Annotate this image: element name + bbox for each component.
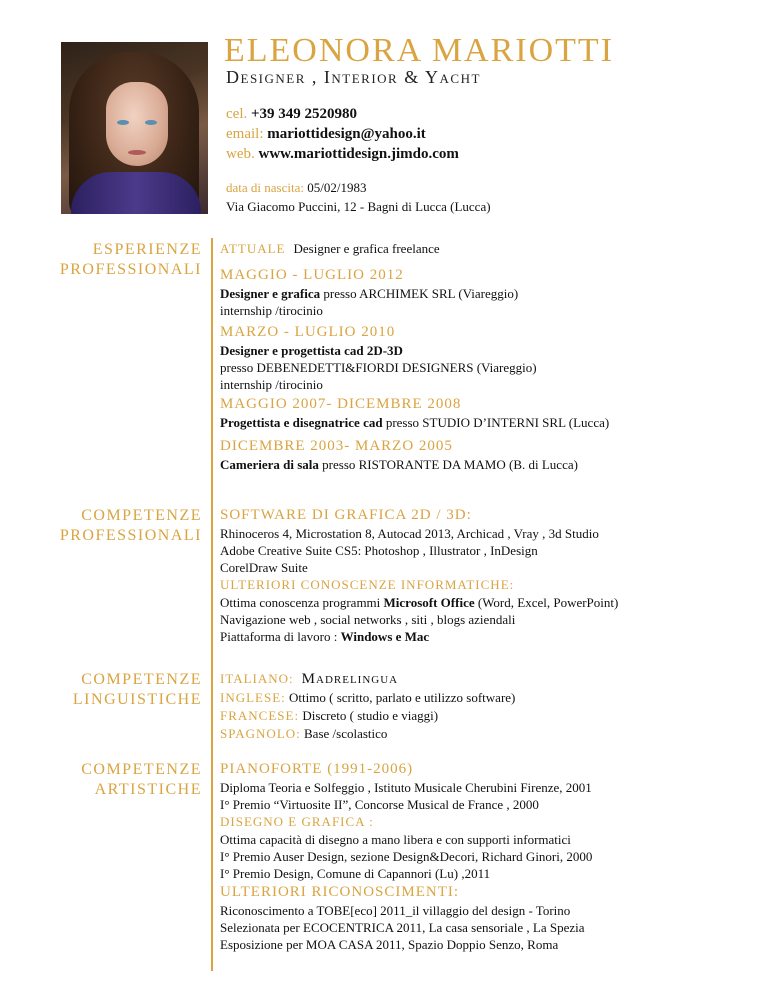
personal-info	[226, 178, 491, 216]
section-title-competenze-professionali: COMPETENZE PROFESSIONALI	[59, 507, 202, 544]
contact-block	[226, 104, 459, 164]
contact-web: web. www.mariottidesign.jimdo.com	[226, 146, 459, 162]
section-title-competenze-artistiche: COMPETENZE ARTISTICHE	[81, 761, 202, 798]
phone-value[interactable]: +39 349 2520980	[250, 106, 358, 122]
section-divider-line	[211, 238, 213, 971]
skills-software: SOFTWARE DI GRAFICA 2D / 3D: Rhinoceros 4, Microstation 8, Autocad 2013, Archicad , Vray , 3d Studio Adobe Creative Suite CS5: Photoshop , Illustrator , InDesign CorelDraw Suite ULTERIORI CONOSCENZE INFORMATICHE: Ottima conoscenza programmi Microsoft Office (Word, Excel, PowerPoint) Navigazione web , social networks , siti , blogs aziendali Piattaforma di lavoro : Windows e Mac	[220, 507, 619, 644]
contact-email: email: mariottidesign@yahoo.it	[226, 126, 426, 142]
job-entry: MAGGIO 2007- DICEMBRE 2008 Progettista e disegnatrice cad presso STUDIO D’INTERNI SRL (Lucca)	[220, 396, 610, 430]
photo-eye	[145, 120, 157, 125]
section-title-esperienze: ESPERIENZE PROFESSIONALI	[59, 241, 202, 278]
birth-date: data di nascita: 05/02/1983	[226, 180, 367, 195]
current-job: ATTUALE Designer e grafica freelance	[220, 241, 440, 256]
skills-artistic: PIANOFORTE (1991-2006) Diploma Teoria e Solfeggio , Istituto Musicale Cherubini Firenze, 2001 I° Premio “Virtuosite II”, Concorse Musical de France , 2000 DISEGNO E GRAFICA : Ottima capacità di disegno a mano libera e con supporti informatici I° Premio Auser Design, sezione Design&Decori, Richard Ginori, 2000 I° Premio Design, Comune di Capannori (Lu) ,2011 ULTERIORI RICONOSCIMENTI: Riconoscimento a TOBE[eco] 2011_il villaggio del design - Torino Selezionata per ECOCENTRICA 2011, La casa sensoriale , La Spezia Esposizione per MOA CASA 2011, Spazio Doppio Senzo, Roma	[220, 761, 593, 952]
website-link[interactable]: www.mariottidesign.jimdo.com	[258, 146, 459, 162]
email-link[interactable]: mariottidesign@yahoo.it	[267, 126, 426, 142]
job-entry: DICEMBRE 2003- MARZO 2005 Cameriera di sala presso RISTORANTE DA MAMO (B. di Lucca)	[220, 438, 578, 472]
candidate-name: ELEONORA MARIOTTI	[224, 32, 615, 69]
address: Via Giacomo Puccini, 12 - Bagni di Lucca (Lucca)	[226, 199, 491, 214]
profile-photo	[61, 42, 208, 214]
photo-lips	[128, 150, 146, 155]
job-entry: MAGGIO - LUGLIO 2012 Designer e grafica presso ARCHIMEK SRL (Viareggio) internship /tirocinio	[220, 267, 519, 318]
job-entry: MARZO - LUGLIO 2010 Designer e progettista cad 2D-3D presso DEBENEDETTI&FIORDI DESIGNERS (Viareggio) internship /tirocinio	[220, 324, 537, 392]
candidate-subtitle: Designer , Interior & Yacht	[226, 67, 481, 87]
skills-languages: ITALIANO: Madrelingua INGLESE: Ottimo ( scritto, parlato e utilizzo software) FRANCESE: Discreto ( studio e viaggi) SPAGNOLO: Base /scolastico	[220, 671, 516, 741]
photo-eye	[117, 120, 129, 125]
section-title-competenze-linguistiche: COMPETENZE LINGUISTICHE	[72, 671, 202, 708]
contact-phone: cel. +39 349 2520980	[226, 106, 358, 122]
photo-shirt	[71, 172, 201, 214]
